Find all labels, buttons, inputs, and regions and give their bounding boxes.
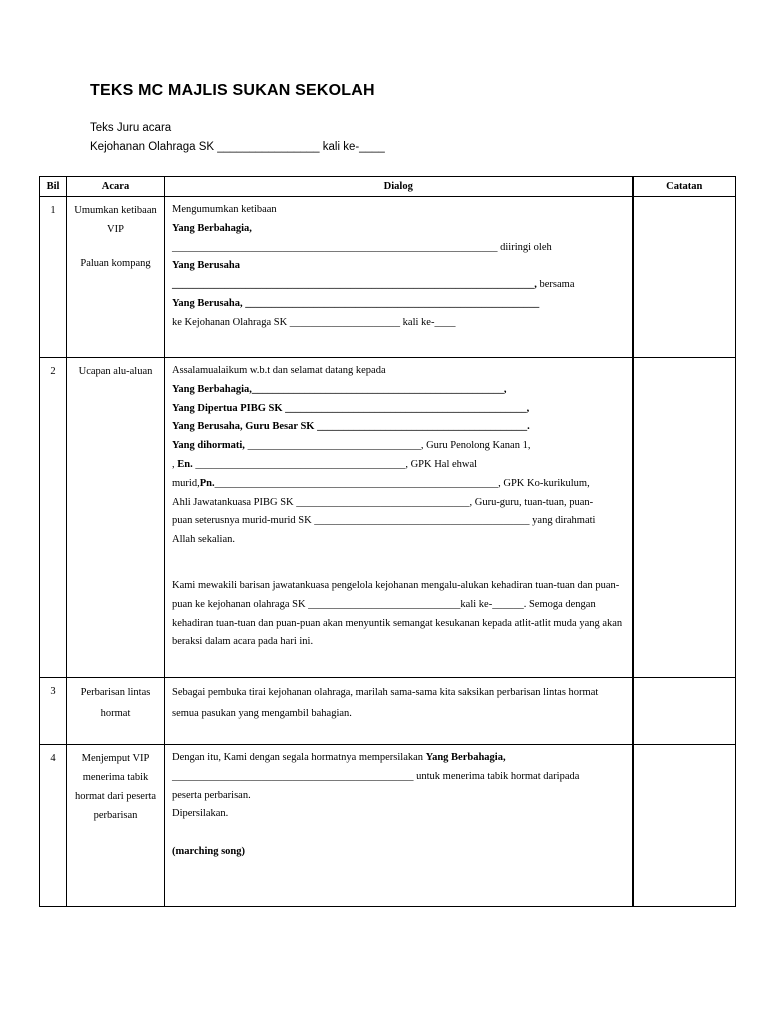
row-dialog (165, 197, 633, 358)
dialog-line (172, 276, 626, 295)
row-catatan (633, 678, 736, 745)
dialog-line: Assalamualaikum w.b.t dan selamat datang kepada (172, 365, 386, 376)
header-bil: Bil (40, 177, 67, 197)
row-acara (67, 358, 165, 678)
row-dialog (165, 745, 633, 907)
dialog-line: Yang Berbahagia, (172, 222, 252, 234)
row-acara (67, 678, 165, 745)
header-dialog: Dialog (165, 177, 633, 197)
header-catatan: Catatan (633, 177, 736, 197)
table-row (40, 358, 736, 678)
dialog-line: Dipersilakan. (172, 808, 229, 820)
row-bil: 4 (40, 745, 67, 907)
dialog-line (172, 749, 626, 768)
table-header-row (40, 177, 736, 197)
document-title: TEKS MC MAJLIS SUKAN SEKOLAH (90, 82, 375, 99)
row-acara (67, 745, 165, 907)
subtitle-kejohanan: Kejohanan Olahraga SK ________________ kali ke-____ (90, 141, 385, 153)
row-dialog (165, 678, 633, 745)
acara-text: Perbarisan lintas hormat (80, 687, 151, 719)
dialog-line: Yang Dipertua PIBG SK ______________________________________________, (172, 402, 530, 414)
dialog-text: ________________________________________, GPK Hal ehwal (192, 458, 478, 470)
dialog-bold-text: Yang Berbahagia, (425, 752, 506, 763)
dialog-line: ______________________________________________________________ diiringi oleh (172, 241, 552, 253)
table-row (40, 678, 736, 745)
row-bil: 2 (40, 358, 67, 678)
dialog-line: ______________________________________________ untuk menerima tabik hormat daripada (172, 770, 580, 782)
dialog-text: murid, (172, 477, 200, 489)
dialog-line: Ahli Jawatankuasa PIBG SK _________________________________, Guru-guru, tuan-tuan, puan- (172, 496, 594, 508)
dialog-bold-text: Pn. (199, 477, 215, 489)
dialog-line (172, 437, 626, 456)
row-catatan (633, 745, 736, 907)
dialog-line: Allah sekalian. (172, 534, 235, 546)
dialog-text: ______________________________________________________, GPK Ko-kurikulum, (214, 477, 590, 489)
dialog-bold-text: En. (177, 458, 193, 470)
dialog-line: Yang Berbahagia,________________________________________________, (172, 383, 507, 395)
dialog-line (172, 456, 626, 475)
acara-text: Menjemput VIP menerima tabik hormat dari peserta perbarisan (74, 753, 157, 821)
row-bil: 1 (40, 197, 67, 358)
mc-script-table (39, 176, 736, 907)
dialog-line: Yang Berusaha, ________________________________________________________ (172, 297, 540, 309)
header-acara: Acara (67, 177, 165, 197)
dialog-text: bersama (536, 279, 575, 291)
dialog-line: (marching song) (172, 846, 246, 858)
dialog-paragraph: Sebagai pembuka tirai kejohanan olahraga, marilah sama-sama kita saksikan perbarisan lintas hormat semua pasukan yang mengambil bahagian. (172, 687, 599, 719)
dialog-bold-text: Yang dihormati, (172, 440, 245, 452)
dialog-line: peserta perbarisan. (172, 789, 251, 801)
dialog-line: puan seterusnya murid-murid SK _________________________________________ yang dirahmati (172, 515, 596, 527)
table-row (40, 745, 736, 907)
acara-text: Paluan kompang (80, 258, 151, 269)
dialog-text: _________________________________, Guru Penolong Kanan 1, (244, 440, 531, 452)
acara-text: Ucapan alu-aluan (78, 366, 153, 377)
row-dialog (165, 358, 633, 678)
dialog-line: ke Kejohanan Olahraga SK _____________________ kali ke-____ (172, 316, 456, 328)
dialog-line: Mengumumkan ketibaan (172, 204, 277, 215)
dialog-bold-text: _____________________________________________________________________, (172, 279, 537, 291)
dialog-line (172, 475, 626, 494)
dialog-paragraph: Kami mewakili barisan jawatankuasa pengelola kejohanan mengalu-alukan kehadiran tuan-tuan dan puan-puan ke kejohanan olahraga SK _____________________________kali ke-______. Semoga dengan kehadiran tuan-tuan dan puan-puan akan menyuntik semangat kesukanan kepada atlit-atlit muda yang akan beraksi dalam acara pada hari ini. (172, 579, 623, 648)
subtitle-teks-juru-acara: Teks Juru acara (90, 122, 172, 134)
table-row (40, 197, 736, 358)
dialog-line: Yang Berusaha, Guru Besar SK ________________________________________. (172, 421, 530, 433)
acara-text: Umumkan ketibaan VIP (74, 205, 157, 235)
dialog-line: Yang Berusaha (172, 260, 240, 272)
row-catatan (633, 358, 736, 678)
dialog-text: Dengan itu, Kami dengan segala hormatnya mempersilakan (172, 752, 426, 763)
row-catatan (633, 197, 736, 358)
row-acara (67, 197, 165, 358)
dialog-text: , (172, 458, 178, 470)
row-bil: 3 (40, 678, 67, 745)
